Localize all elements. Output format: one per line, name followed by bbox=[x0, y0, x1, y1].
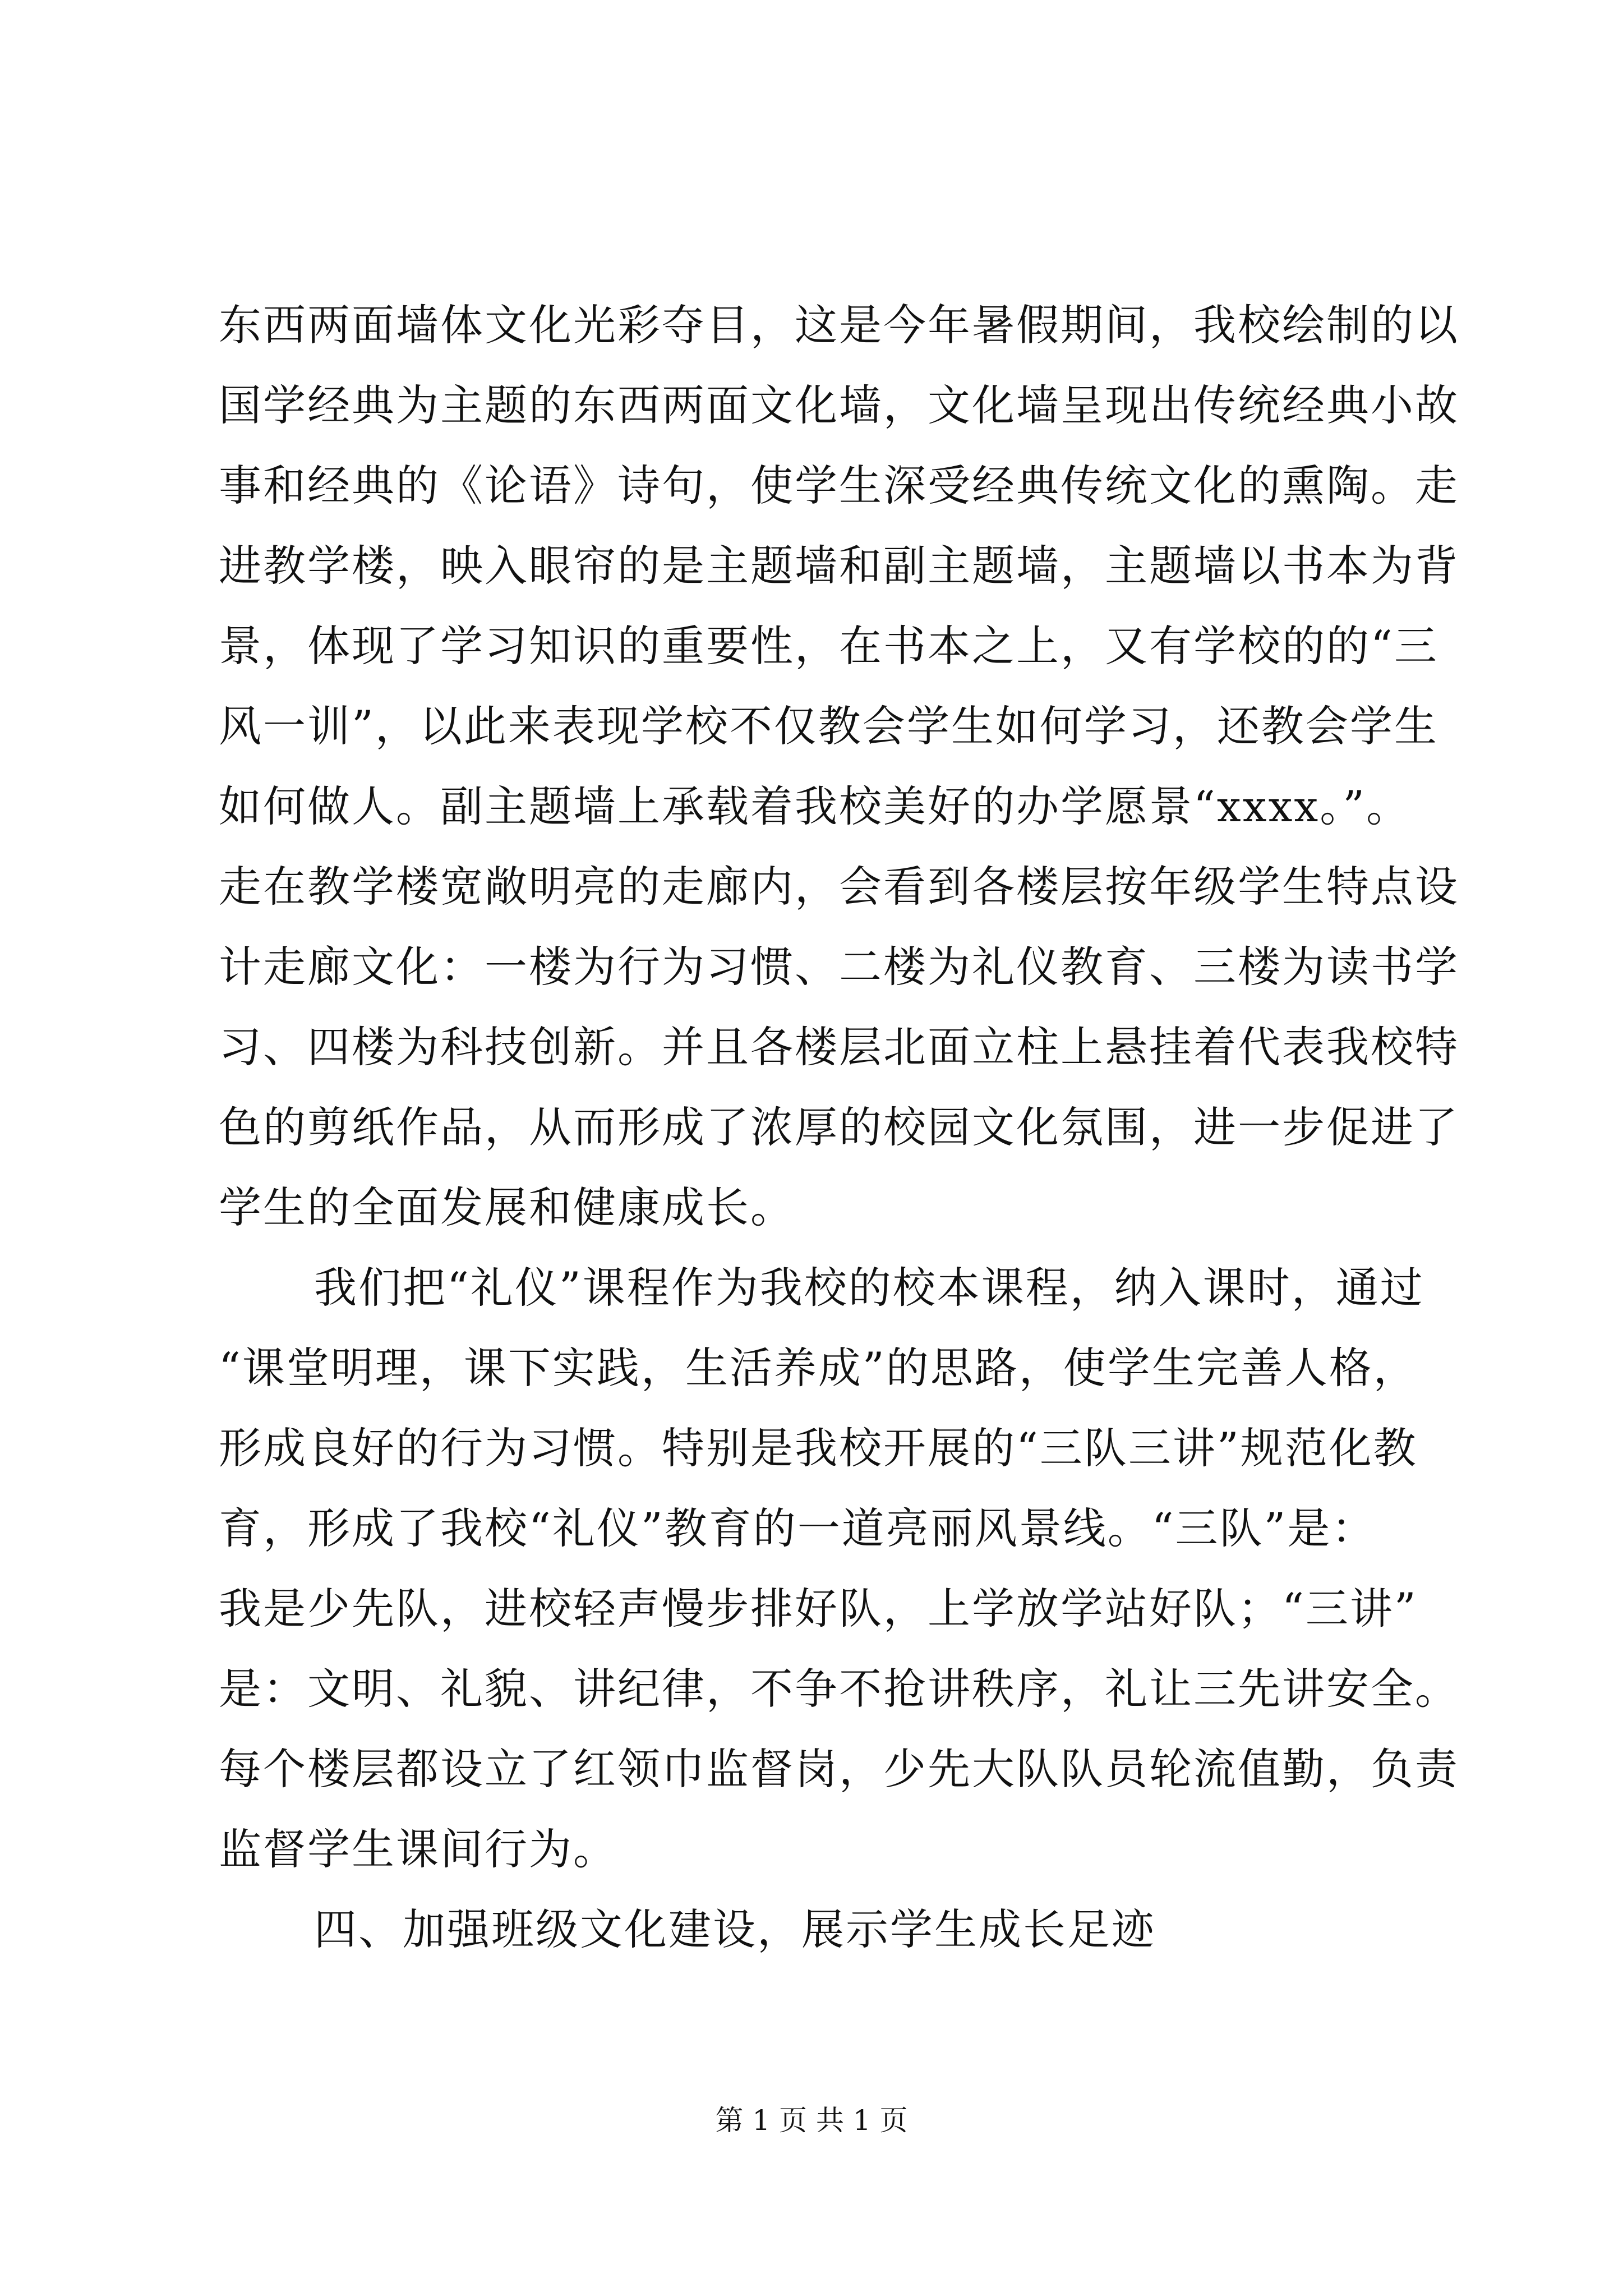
text-line: 国学经典为主题的东西两面文化墙，文化墙呈现出传统经典小故 bbox=[219, 380, 1459, 430]
text-line: 风一训”，以此来表现学校不仅教会学生如何学习，还教会学生 bbox=[219, 701, 1438, 751]
text-line: 景，体现了学习知识的重要性，在书本之上，又有学校的的“三 bbox=[219, 621, 1438, 671]
text-line: 事和经典的《论语》诗句，使学生深受经典传统文化的熏陶。走 bbox=[219, 461, 1459, 510]
text-line: 色的剪纸作品，从而形成了浓厚的校园文化氛围，进一步促进了 bbox=[219, 1102, 1459, 1152]
text-line: 习、四楼为科技创新。并且各楼层北面立柱上悬挂着代表我校特 bbox=[219, 1022, 1459, 1072]
text-line: “课堂明理，课下实践，生活养成”的思路，使学生完善人格， bbox=[219, 1343, 1418, 1393]
section-heading: 四、加强班级文化建设，展示学生成长足迹 bbox=[314, 1904, 1156, 1954]
text-line: 是：文明、礼貌、讲纪律，不争不抢讲秩序，礼让三先讲安全。 bbox=[219, 1664, 1459, 1714]
text-line: 学生的全面发展和健康成长。 bbox=[219, 1182, 795, 1232]
text-line: 东西两面墙体文化光彩夺目，这是今年暑假期间，我校绘制的以 bbox=[219, 300, 1459, 350]
text-line: 监督学生课间行为。 bbox=[219, 1824, 617, 1874]
text-line: 走在教学楼宽敞明亮的走廊内，会看到各楼层按年级学生特点设 bbox=[219, 862, 1459, 912]
text-line: 每个楼层都设立了红领巾监督岗，少先大队队员轮流值勤，负责 bbox=[219, 1744, 1459, 1794]
page-footer: 第 1 页 共 1 页 bbox=[715, 2104, 908, 2137]
text-line: 我是少先队，进校轻声慢步排好队，上学放学站好队；“三讲” bbox=[219, 1584, 1418, 1634]
paragraph-first-line: 我们把“礼仪”课程作为我校的校本课程，纳入课时，通过 bbox=[314, 1263, 1424, 1313]
text-line: 形成良好的行为习惯。特别是我校开展的“三队三讲”规范化教 bbox=[219, 1423, 1418, 1473]
text-line: 计走廊文化：一楼为行为习惯、二楼为礼仪教育、三楼为读书学 bbox=[219, 942, 1459, 992]
text-line: 如何做人。副主题墙上承载着我校美好的办学愿景“xxxx。”。 bbox=[219, 781, 1411, 831]
text-line: 进教学楼，映入眼帘的是主题墙和副主题墙，主题墙以书本为背 bbox=[219, 541, 1459, 591]
text-line: 育，形成了我校“礼仪”教育的一道亮丽风景线。“三队”是： bbox=[219, 1503, 1376, 1553]
